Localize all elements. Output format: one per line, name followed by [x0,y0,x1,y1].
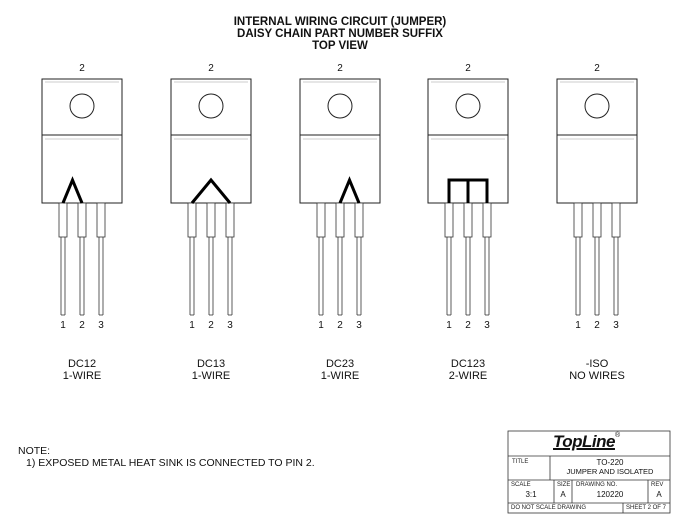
rev-label: REV [651,482,664,488]
pin-number-3: 3 [98,320,104,331]
pin-2 [78,203,86,315]
pin-1 [188,203,196,315]
pin-shoulder [226,203,234,237]
pin-shoulder [574,203,582,237]
package-code: DC13 [196,358,226,370]
pin-2 [464,203,472,315]
registered-mark: ® [614,432,621,439]
drawing-no-label: DRAWING NO. [576,482,618,488]
pin-number-1: 1 [575,320,581,331]
top-pin-label: 2 [79,63,85,74]
pin-number-2: 2 [337,320,343,331]
size-label: SIZE [557,482,571,488]
note-label: NOTE: [18,445,51,457]
pin-shoulder [464,203,472,237]
pin-shoulder [445,203,453,237]
pin-number-3: 3 [484,320,490,331]
drawing-title-line-1: INTERNAL WIRING CIRCUIT (JUMPER) [233,16,447,28]
pin-number-2: 2 [208,320,214,331]
pin-number-2: 2 [79,320,85,331]
package-3 [300,79,380,315]
package-code: DC12 [67,358,97,370]
pin-3 [483,203,491,315]
top-pin-label: 2 [594,63,600,74]
pin-1 [574,203,582,315]
pin-shoulder [317,203,325,237]
drawing-no-value: 120220 [596,490,624,499]
package-body [171,135,251,203]
package-wiring-desc: 1-WIRE [191,370,231,382]
package-code: DC123 [450,358,486,370]
do-not-scale-text: DO NOT SCALE DRAWING [511,505,587,511]
note-item-1: 1) EXPOSED METAL HEAT SINK IS CONNECTED TO PIN 2. [26,457,315,469]
pin-shoulder [188,203,196,237]
pin-shoulder [78,203,86,237]
mounting-hole [70,94,94,118]
top-pin-label: 2 [208,63,214,74]
pin-shoulder [336,203,344,237]
pin-shoulder [593,203,601,237]
pin-number-3: 3 [613,320,619,331]
pin-shoulder [355,203,363,237]
size-value: A [560,490,566,499]
pin-2 [207,203,215,315]
package-wiring-desc: 1-WIRE [320,370,360,382]
package-4 [428,79,508,315]
pin-1 [445,203,453,315]
pin-number-2: 2 [594,320,600,331]
pin-shoulder [97,203,105,237]
drawing-title-line-2: DAISY CHAIN PART NUMBER SUFFIX [237,28,443,40]
package-body [300,135,380,203]
pin-3 [226,203,234,315]
pin-1 [317,203,325,315]
logo-text: TopLine [553,432,615,451]
pin-number-3: 3 [227,320,233,331]
package-body [42,135,122,203]
pin-shoulder [207,203,215,237]
pin-3 [355,203,363,315]
rev-value: A [656,490,662,499]
pin-1 [59,203,67,315]
title-value-1: TO-220 [596,458,624,467]
pin-3 [612,203,620,315]
pin-shoulder [59,203,67,237]
top-pin-label: 2 [337,63,343,74]
pin-3 [97,203,105,315]
pin-number-1: 1 [318,320,324,331]
package-body [557,135,637,203]
drawing-title-line-3: TOP VIEW [312,40,368,52]
pin-number-3: 3 [356,320,362,331]
pin-number-1: 1 [446,320,452,331]
package-wiring-desc: NO WIRES [569,370,625,382]
mounting-hole [456,94,480,118]
pin-shoulder [612,203,620,237]
pin-2 [593,203,601,315]
pin-shoulder [483,203,491,237]
package-2 [171,79,251,315]
title-value-2: JUMPER AND ISOLATED [566,467,654,476]
package-wiring-desc: 1-WIRE [62,370,102,382]
package-5 [557,79,637,315]
sheet-number: SHEET 2 OF 7 [626,505,666,511]
package-1 [42,79,122,315]
mounting-hole [199,94,223,118]
package-code: DC23 [325,358,355,370]
mounting-hole [585,94,609,118]
package-code: -ISO [585,358,609,370]
pin-number-2: 2 [465,320,471,331]
pin-2 [336,203,344,315]
scale-label: SCALE [511,482,531,488]
pin-number-1: 1 [189,320,195,331]
scale-value: 3:1 [525,490,537,499]
topline-logo [553,432,631,452]
package-wiring-desc: 2-WIRE [448,370,488,382]
top-pin-label: 2 [465,63,471,74]
title-label: TITLE [512,459,529,465]
mounting-hole [328,94,352,118]
pin-number-1: 1 [60,320,66,331]
